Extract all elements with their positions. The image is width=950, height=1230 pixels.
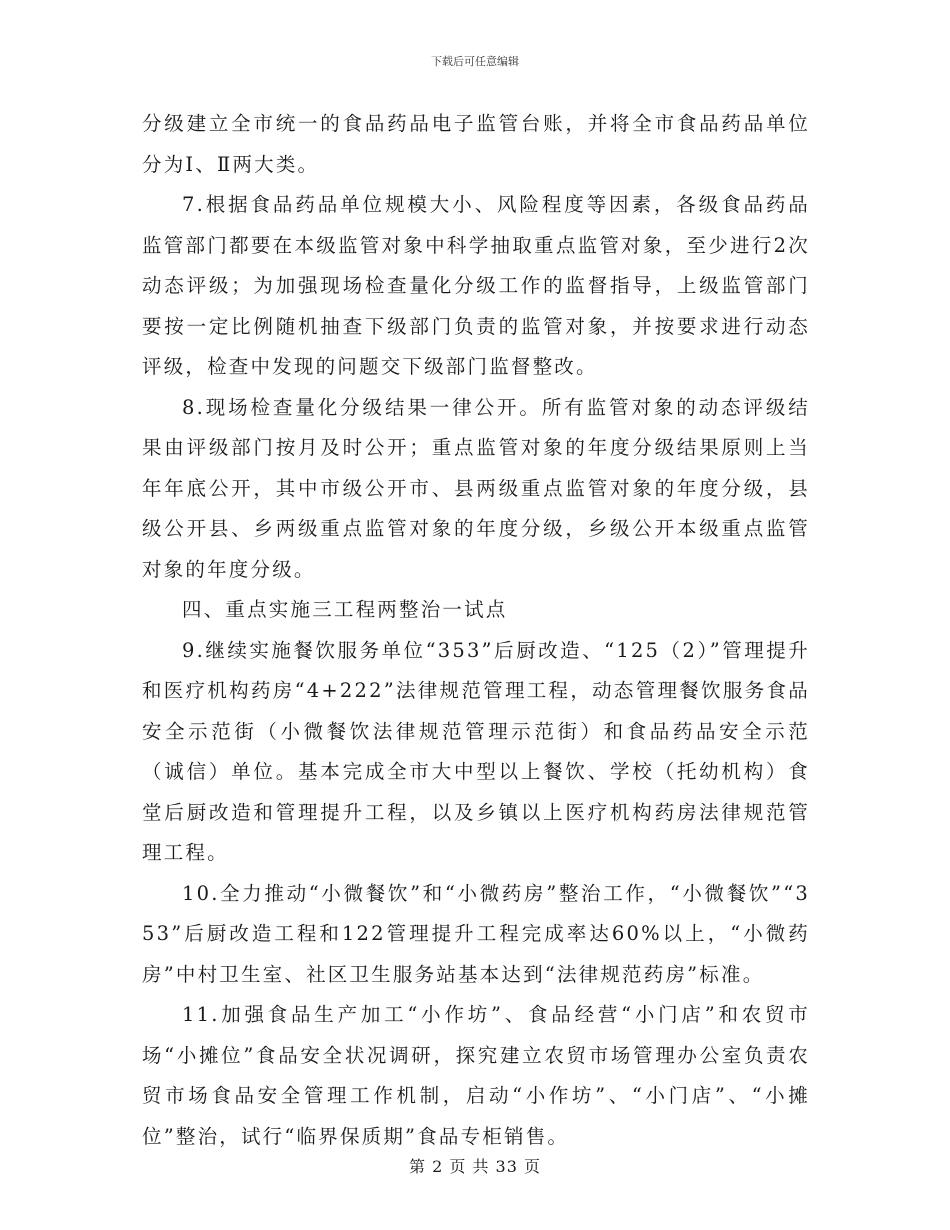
paragraph-3: 8.现场检查量化分级结果一律公开。所有监管对象的动态评级结果由评级部门按月及时公开；重点监管对象的年度分级结果原则上当年年底公开，其中市级公开市、县两级重点监管对象的年度分级，县级公开县、乡两级重点监管对象的年度分级，乡级公开本级重点监管对象的年度分级。 bbox=[142, 395, 810, 581]
footer-total-pages: 33 bbox=[495, 1157, 518, 1176]
page-header: 下载后可任意编辑 bbox=[431, 55, 519, 68]
paragraph-5: 10.全力推动“小微餐饮”和“小微药房”整治工作，“小微餐饮”“353”后厨改造工程和122管理提升工程完成率达60%以上，“小微药房”中村卫生室、社区卫生服务站基本达到“法律规范药房”标准。 bbox=[142, 881, 810, 986]
paragraph-2: 7.根据食品药品单位规模大小、风险程度等因素，各级食品药品监管部门都要在本级监管对象中科学抽取重点监管对象，至少进行2次动态评级；为加强现场检查量化分级工作的监督指导，上级监管部门要按一定比例随机抽查下级部门负责的监管对象，并按要求进行动态评级，检查中发现的问题交下级部门监督整改。 bbox=[142, 193, 810, 378]
document-body bbox=[142, 104, 810, 1157]
paragraph-1: 分级建立全市统一的食品药品电子监管台账，并将全市食品药品单位分为Ⅰ、Ⅱ两大类。 bbox=[142, 112, 810, 176]
section-heading: 四、重点实施三工程两整治一试点 bbox=[182, 598, 508, 621]
footer-middle: 页 共 bbox=[449, 1157, 490, 1176]
footer-prefix: 第 bbox=[408, 1157, 426, 1176]
footer-suffix: 页 bbox=[524, 1157, 542, 1176]
paragraph-6: 11.加强食品生产加工“小作坊”、食品经营“小门店”和农贸市场“小摊位”食品安全状况调研，探究建立农贸市场管理办公室负责农贸市场食品安全管理工作机制，启动“小作坊”、“小门店”、“小摊位”整治，试行“临界保质期”食品专柜销售。 bbox=[142, 1003, 810, 1148]
page-footer bbox=[0, 1154, 950, 1177]
paragraph-4: 9.继续实施餐饮服务单位“353”后厨改造、“125（2）”管理提升和医疗机构药房“4+222”法律规范管理工程，动态管理餐饮服务食品安全示范街（小微餐饮法律规范管理示范街）和食品药品安全示范（诚信）单位。基本完成全市大中型以上餐饮、学校（托幼机构）食堂后厨改造和管理提升工程，以及乡镇以上医疗机构药房法律规范管理工程。 bbox=[142, 638, 810, 864]
footer-page-number: 2 bbox=[432, 1157, 444, 1176]
